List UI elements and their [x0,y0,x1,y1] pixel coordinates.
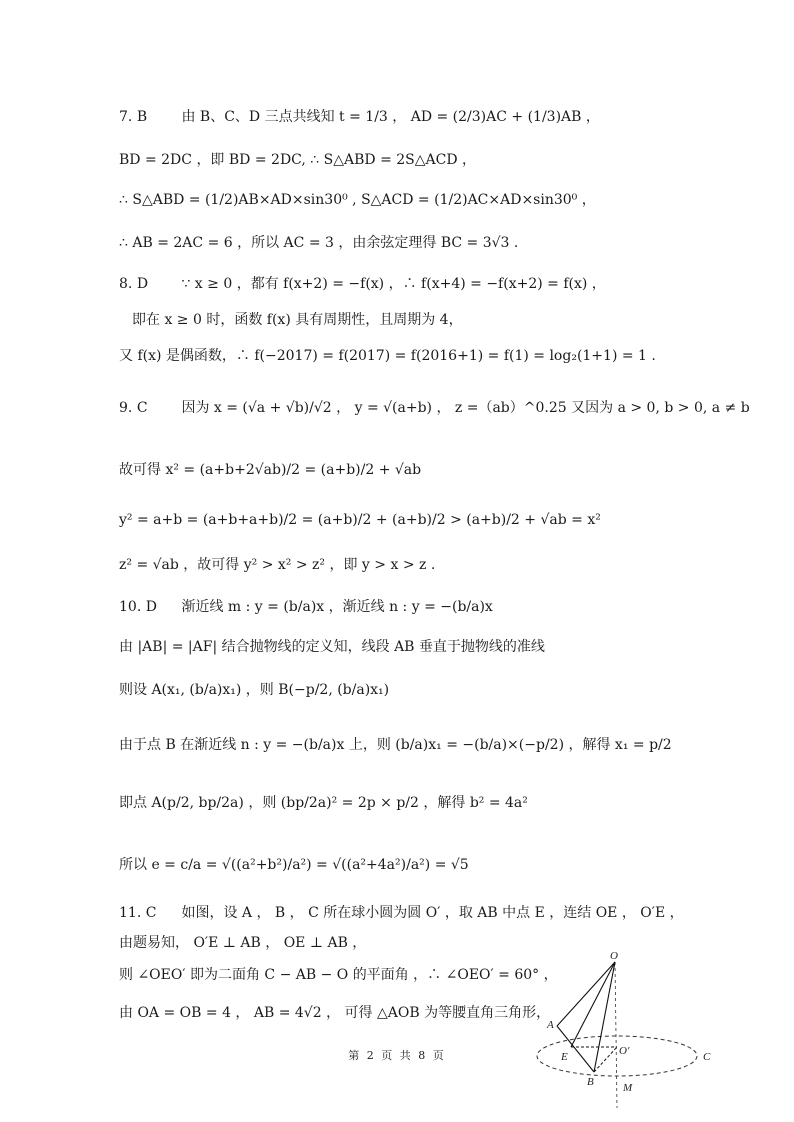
label-M: M [623,1082,633,1094]
segment-OA [557,962,615,1026]
problem-number: 11. C [119,905,157,921]
label-B: B [587,1076,594,1088]
problem-8-line-1: 8. D ∵ x ≥ 0 ，都有 f(x+2) = −f(x) ，∴ f(x+4) = −f(x+2) = f(x) ， [119,276,606,292]
problem-9-line-3: y² = a+b = (a+b+a+b)/2 = (a+b)/2 + (a+b)/2 > (a+b)/2 + √ab = x² [119,512,601,528]
problem-10-line-4: 由于点 B 在渐近线 n : y = −(b/a)x 上，则 (b/a)x₁ = −(b/a)×(−p/2) ，解得 x₁ = p/2 [119,737,672,753]
problem-7-line-3: ∴ S△ABD = (1/2)AB×AD×sin30⁰ , S△ACD = (1/2)AC×AD×sin30⁰ ， [119,192,596,208]
label-O-prime: O′ [619,1045,630,1057]
problem-9-line-1: 9. C 因为 x = (√a + √b)/√2 ， y = √(a+b) ， z =（ab）^0.25 又因为 a > 0, b > 0, a ≠ b [119,400,750,416]
label-E: E [561,1051,568,1063]
problem-10-line-3: 则设 A(x₁, (b/a)x₁) ，则 B(−p/2, (b/a)x₁) [119,682,390,698]
problem-7-line-4: ∴ AB = 2AC = 6 ，所以 AC = 3 ，由余弦定理得 BC = 3√3 . [119,235,519,251]
problem-number: 8. D [119,276,149,292]
problem-11-line-3: 则 ∠OEO′ 即为二面角 C − AB − O 的平面角 ，∴ ∠OEO′ = 60° ， [119,967,558,983]
problem-10-line-1: 10. D 渐近线 m : y = (b/a)x ，渐近线 n : y = −(b/a)x [119,599,493,615]
label-O: O [610,950,618,962]
problem-9-line-2: 故可得 x² = (a+b+2√ab)/2 = (a+b)/2 + √ab [119,462,422,478]
problem-number: 9. C [119,400,148,416]
problem-7-line-1: 7. B 由 B、C、D 三点共线知 t = 1/3 ， AD = (2/3)AC + (1/3)AB ， [119,109,600,125]
page-footer: 第 2 页 共 8 页 [348,1049,446,1062]
label-A: A [547,1019,554,1031]
geometry-figure [535,950,735,1110]
problem-8-line-2: 即在 x ≥ 0 时，函数 f(x) 具有周期性，且周期为 4， [132,312,463,328]
problem-number: 7. B [119,109,148,125]
problem-8-line-3: 又 f(x) 是偶函数，∴ f(−2017) = f(2017) = f(2016+1) = f(1) = log₂(1+1) = 1 . [119,348,656,364]
label-C: C [703,1051,711,1063]
problem-number: 10. D [119,599,157,615]
problem-7-line-2: BD = 2DC ，即 BD = 2DC, ∴ S△ABD = 2S△ACD ， [119,152,477,168]
axis-line [615,962,617,1108]
problem-9-line-4: z² = √ab ，故可得 y² > x² > z² ，即 y > x > z . [119,557,436,573]
problem-10-line-2: 由 |AB| = |AF| 结合抛物线的定义知，线段 AB 垂直于抛物线的准线 [119,639,545,655]
segment-OE [571,962,615,1047]
problem-10-line-6: 所以 e = c/a = √((a²+b²)/a²) = √((a²+4a²)/a²) = √5 [119,857,469,873]
problem-11-line-1: 11. C 如图，设 A ， B ， C 所在球小圆为圆 O′ ，取 AB 中点 E ，连结 OE ， O′E ， [119,905,684,921]
problem-10-line-5: 即点 A(p/2, bp/2a) ，则 (bp/2a)² = 2p × p/2 ，解得 b² = 4a² [119,795,528,811]
problem-11-line-2: 由题易知， O′E ⊥ AB ， OE ⊥ AB ， [119,935,367,951]
problem-11-line-4: 由 OA = OB = 4 ， AB = 4√2 ， 可得 △AOB 为等腰直角三角形， [119,1005,551,1021]
